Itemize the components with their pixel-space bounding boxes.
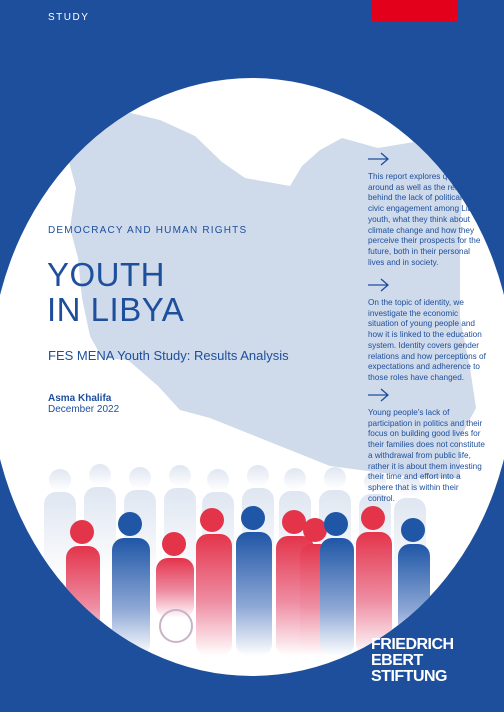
summary-block-3 (368, 388, 486, 504)
fes-logo (371, 637, 454, 685)
summary-block-2 (368, 278, 486, 384)
accent-bar (371, 0, 457, 21)
summary-text-3: Young people's lack of participation in politics and their focus on building good lives for their families does not constitute a withdrawal from public life, rather it is about them investing their time and effort into a sphere that is within their control. (368, 408, 485, 503)
arrow-right-icon (368, 278, 390, 292)
cover-title (47, 257, 184, 327)
logo-line-2: EBERT (371, 652, 423, 669)
arrow-right-icon (368, 388, 390, 402)
publication-date: December 2022 (48, 404, 120, 415)
summary-text-1: This report explores questions around as well as the reasons behind the lack of political and civic engagement among Libyan youth, what they think about climate change and how they perceive their prospects for the future, both in their personal lives and in society. (368, 172, 486, 267)
cover-subtitle: FES MENA Youth Study: Results Analysis (48, 348, 289, 363)
author-name: Asma Khalifa (48, 393, 112, 404)
summary-text-2: On the topic of identity, we investigate the economic situation of young people and how it is linked to the education system. Identity covers gender relations and how perceptions of expectations and adherence to those roles have changed. (368, 298, 486, 382)
title-line-2: IN LIBYA (47, 291, 185, 328)
summary-block-1 (368, 152, 486, 268)
logo-line-1: FRIEDRICH (371, 636, 454, 653)
logo-line-3: STIFTUNG (371, 668, 447, 685)
arrow-right-icon (368, 152, 390, 166)
title-line-1: YOUTH (47, 256, 165, 293)
category-label: DEMOCRACY AND HUMAN RIGHTS (48, 225, 248, 236)
series-label: STUDY (48, 12, 90, 23)
